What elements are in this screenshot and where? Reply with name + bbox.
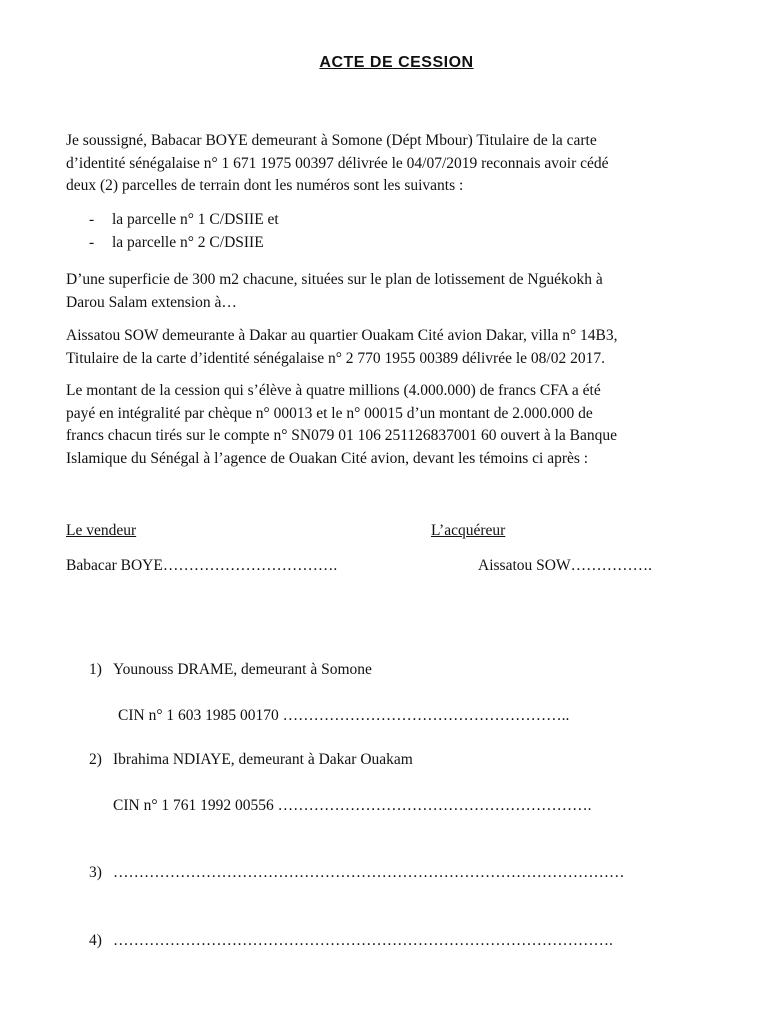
parcel-item: la parcelle n° 2 C/DSIIE (112, 234, 264, 251)
parcel-dash: - (89, 234, 95, 251)
intro-paragraph (66, 130, 726, 198)
witness-blank-line: ……………………………………………………………………………………… (113, 864, 625, 881)
seller-label: Le vendeur (66, 522, 137, 539)
surface-line: D’une superficie de 300 m2 chacune, situées sur le plan de lotissement de Nguékokh à (66, 271, 603, 288)
parcel-item: la parcelle n° 1 C/DSIIE et (112, 211, 279, 228)
buyer-line: Aissatou SOW demeurante à Dakar au quartier Ouakam Cité avion Dakar, villa n° 14B3, (66, 327, 618, 344)
payment-paragraph (66, 380, 726, 470)
buyer-signature-line: Aissatou SOW……………. (478, 557, 652, 574)
surface-paragraph (66, 269, 726, 314)
intro-line: Je soussigné, Babacar BOYE demeurant à Somone (Dépt Mbour) Titulaire de la carte (66, 132, 597, 149)
witness-number: 1) (89, 661, 102, 678)
intro-line: deux (2) parcelles de terrain dont les numéros sont les suivants : (66, 177, 464, 194)
witness-cin: CIN n° 1 761 1992 00556 ……………………………………………………. (113, 797, 592, 814)
buyer-paragraph (66, 325, 726, 370)
witness-number: 4) (89, 932, 102, 949)
document-title: ACTE DE CESSION (319, 54, 474, 71)
buyer-line: Titulaire de la carte d’identité sénégalaise n° 2 770 1955 00389 délivrée le 08/02 2017. (66, 349, 605, 367)
witness-number: 2) (89, 751, 102, 768)
parcel-dash: - (89, 211, 95, 228)
buyer-label: L’acquéreur (431, 522, 506, 539)
intro-line: d’identité sénégalaise n° 1 671 1975 00397 délivrée le 04/07/2019 reconnais avoir cédé (66, 154, 609, 172)
witness-number: 3) (89, 864, 102, 881)
payment-line: payé en intégralité par chèque n° 00013 et le n° 00015 d’un montant de 2.000.000 de (66, 404, 593, 422)
seller-signature-line: Babacar BOYE……………………………. (66, 557, 338, 574)
payment-line: Islamique du Sénégal à l’agence de Ouakan Cité avion, devant les témoins ci après : (66, 449, 589, 467)
witness-cin: CIN n° 1 603 1985 00170 ……………………………………………….. (118, 707, 570, 724)
payment-line: Le montant de la cession qui s’élève à quatre millions (4.000.000) de francs CFA a été (66, 382, 601, 399)
witness-name: Ibrahima NDIAYE, demeurant à Dakar Ouakam (113, 751, 413, 768)
witness-name: Younouss DRAME, demeurant à Somone (113, 661, 372, 678)
surface-line: Darou Salam extension à… (66, 293, 237, 311)
witness-blank-line: ……………………………………………………………………………………. (113, 932, 613, 949)
payment-line: francs chacun tirés sur le compte n° SN079 01 106 251126837001 60 ouvert à la Banque (66, 427, 618, 444)
